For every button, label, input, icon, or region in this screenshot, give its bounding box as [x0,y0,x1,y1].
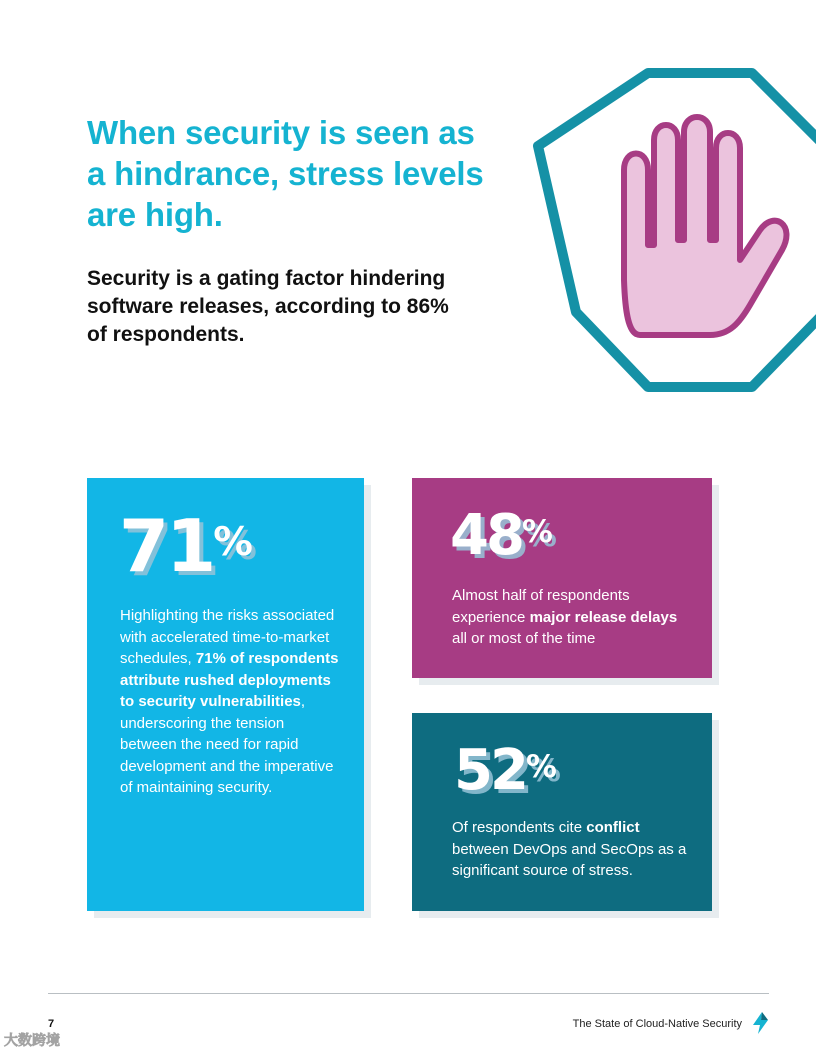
desc-text: Almost half of respondents experience [452,587,630,626]
card-face [87,478,364,911]
card-face [412,478,712,678]
page-subhead: Security is a gating factor hindering software releases, according to 86% of respondents. [87,267,449,346]
card-face [412,713,712,911]
watermark-text: 大数跨境 [4,1032,60,1048]
stat-value: 71 [119,504,214,588]
desc-text-end: all or most of the time [452,630,596,647]
desc-text: Of respondents cite [452,819,587,836]
stat-card-52 [412,713,712,911]
stat-value: 48 [450,503,522,568]
stat-percent-sign: % [521,514,553,550]
stat-card-48 [412,478,712,678]
stop-hand-icon [520,60,816,420]
desc-text-end: , underscoring the tension between the need for rapid development and the imperative of maintaining security. [120,693,334,796]
stat-value: 52 [454,738,526,803]
stat-percent-sign: % [213,519,253,565]
desc-bold: 71% of respondents attribute rushed deployments to security vulnerabilities [120,650,339,710]
stat-number [454,739,557,803]
stat-description [452,817,692,882]
stat-card-71 [87,478,364,911]
stat-description [120,605,342,799]
report-title: The State of Cloud-Native Security [572,1018,742,1030]
stat-number [450,504,553,568]
page-number: 7 [48,1018,55,1030]
desc-bold: major release delays [529,608,678,626]
desc-text-end: between DevOps and SecOps as a significant source of stress. [452,840,687,879]
desc-text: Highlighting the risks associated with accelerated time-to-market schedules, [120,607,335,667]
brand-logo-icon [750,1011,770,1035]
stat-number [119,506,253,586]
desc-bold: conflict [586,819,640,836]
page-headline: When security is seen as a hindrance, stress levels are high. [87,114,484,233]
footer-divider [48,993,769,994]
stat-percent-sign: % [525,749,557,785]
stat-description [452,585,682,650]
hand-shape [624,117,786,335]
